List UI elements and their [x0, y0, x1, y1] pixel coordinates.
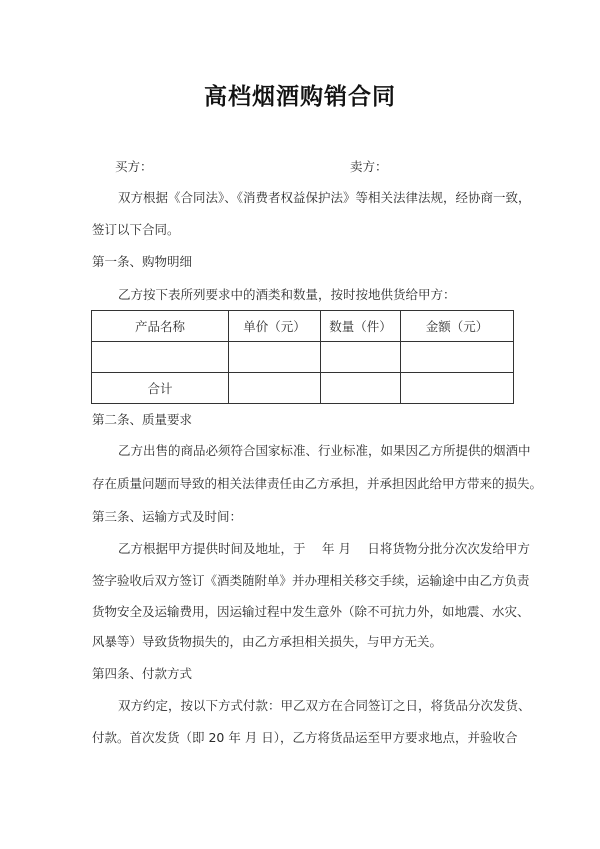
article4-line-2: 付款。首次发货（即 20 年 月 日），乙方将货品运至甲方要求地点，并验收合	[92, 730, 518, 745]
article3-line-3: 货物安全及运输费用，因运输过程中发生意外（除不可抗力外，如地震、水灾、	[92, 604, 530, 619]
document-title: 高档烟酒购销合同	[204, 84, 396, 110]
article4-line-1: 双方约定，按以下方式付款：甲乙双方在合同签订之日，将货品分次发货、	[118, 698, 531, 713]
article2-heading: 第二条、质量要求	[92, 412, 193, 427]
table-cell	[92, 342, 229, 373]
article1-paragraph: 乙方按下表所列要求中的酒类和数量，按时按地供货给甲方：	[118, 287, 456, 302]
table-cell	[401, 373, 514, 404]
intro-line-1: 双方根据《合同法》、《消费者权益保护法》等相关法律法规，经协商一致，	[118, 190, 531, 205]
table-cell	[321, 342, 401, 373]
buyer-label: 买方：	[115, 159, 153, 174]
table-cell	[229, 373, 321, 404]
table-cell	[321, 373, 401, 404]
article3-line-4: 风暴等）导致货物损失的，由乙方承担相关损失，与甲方无关。	[92, 634, 443, 649]
article1-heading: 第一条、购物明细	[92, 254, 193, 269]
article2-line-1: 乙方出售的商品必须符合国家标准、行业标准，如果因乙方所提供的烟酒中	[118, 443, 531, 458]
article3-line-1: 乙方根据甲方提供时间及地址，于 年 月 日将货物分批分次次发给甲方	[118, 541, 530, 556]
article2-line-2: 存在质量问题而导致的相关法律责任由乙方承担，并承担因此给甲方带来的损失。	[92, 476, 543, 491]
table-header-amount: 金额（元）	[401, 311, 514, 342]
table-header-quantity: 数量（件）	[321, 311, 401, 342]
intro-line-2: 签订以下合同。	[92, 222, 180, 237]
seller-label: 卖方：	[350, 159, 388, 174]
table-cell	[229, 342, 321, 373]
table-header-product: 产品名称	[92, 311, 229, 342]
article4-heading: 第四条、付款方式	[92, 666, 193, 681]
table-total-label: 合计	[92, 373, 229, 404]
article3-heading: 第三条、运输方式及时间：	[92, 509, 243, 524]
table-cell	[401, 342, 514, 373]
purchase-table	[91, 310, 514, 404]
table-total-row	[92, 373, 514, 404]
table-header-row	[92, 311, 514, 342]
table-header-unit-price: 单价（元）	[229, 311, 321, 342]
article3-line-2: 签字验收后双方签订《酒类随附单》并办理相关移交手续，运输途中由乙方负责	[92, 573, 530, 588]
table-row	[92, 342, 514, 373]
